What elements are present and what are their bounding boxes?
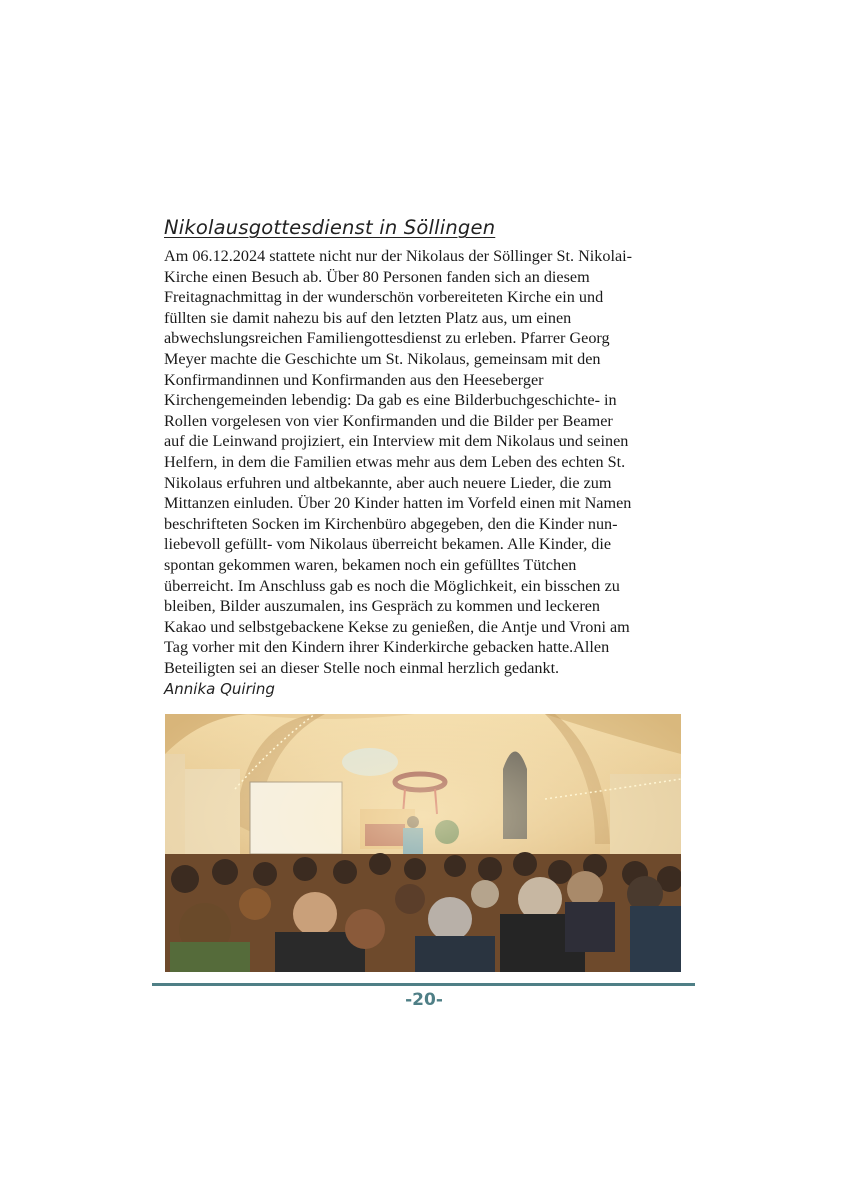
article-body — [164, 246, 686, 678]
body-line: füllten sie damit nahezu bis auf den letzten Platz aus, um einen — [164, 308, 572, 327]
body-line: Beteiligten sei an dieser Stelle noch einmal herzlich gedankt. — [164, 658, 560, 677]
body-line: spontan gekommen waren, bekamen noch ein gefülltes Tütchen — [164, 555, 577, 574]
body-line: liebevoll gefüllt- vom Nikolaus überreicht bekamen. Alle Kinder, die — [164, 535, 612, 554]
body-line: auf die Leinwand projiziert, ein Interview mit dem Nikolaus und seinen — [164, 432, 629, 451]
body-line: überreicht. Im Anschluss gab es noch die Möglichkeit, ein bisschen zu — [164, 576, 620, 595]
body-line: Helfern, in dem die Familien etwas mehr aus dem Leben des echten St. — [164, 452, 626, 471]
body-line: Mittanzen einluden. Über 20 Kinder hatten im Vorfeld einen mit Namen — [164, 494, 632, 513]
body-line: bleiben, Bilder auszumalen, ins Gespräch zu kommen und leckeren — [164, 597, 601, 616]
body-line: Kirche einen Besuch ab. Über 80 Personen fanden sich an diesem — [164, 267, 590, 286]
church-photo — [165, 714, 681, 972]
article-title: Nikolausgottesdienst in Söllingen — [164, 216, 496, 239]
body-line: Kakao und selbstgebackene Kekse zu genießen, die Antje und Vroni am — [164, 617, 630, 636]
body-line: Rollen vorgelesen von vier Konfirmanden und die Bilder per Beamer — [164, 411, 613, 430]
body-line: Am 06.12.2024 stattete nicht nur der Nikolaus der Söllinger St. Nikolai- — [164, 247, 633, 265]
body-line: Meyer machte die Geschichte um St. Nikolaus, gemeinsam mit den — [164, 349, 601, 368]
body-line: Konfirmandinnen und Konfirmanden aus den Heeseberger — [164, 370, 544, 389]
footer-divider — [152, 983, 695, 986]
body-line: Kirchengemeinden lebendig: Da gab es eine Bilderbuchgeschichte- in — [164, 391, 617, 410]
author-signature: Annika Quiring — [164, 680, 275, 698]
body-line: beschrifteten Socken im Kirchenbüro abgegeben, den die Kinder nun- — [164, 514, 618, 533]
body-line: Tag vorher mit den Kindern ihrer Kinderkirche gebacken hatte.Allen — [164, 638, 610, 657]
body-line: Nikolaus erfuhren und altbekannte, aber auch neuere Lieder, die zum — [164, 473, 612, 492]
body-line: Freitagnachmittag in der wunderschön vorbereiteten Kirche ein und — [164, 288, 604, 307]
page-number: -20- — [405, 990, 443, 1010]
body-line: abwechslungsreichen Familiengottesdienst zu erleben. Pfarrer Georg — [164, 329, 610, 348]
